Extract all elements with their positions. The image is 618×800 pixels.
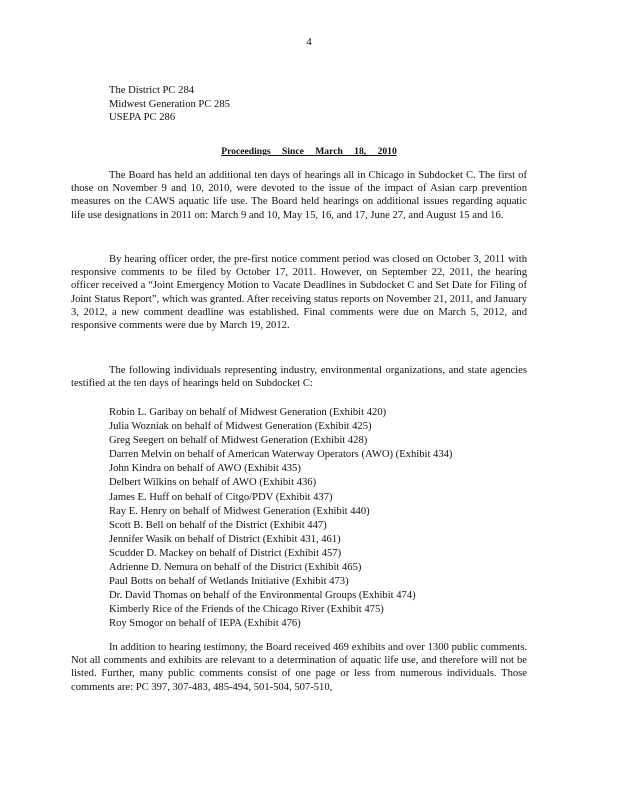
paragraph-comment-period [71, 253, 527, 332]
list-item: Roy Smogor on behalf of IEPA (Exhibit 476) [109, 618, 301, 630]
list-item: Delbert Wilkins on behalf of AWO (Exhibit 436) [109, 477, 317, 489]
list-item: Scudder D. Mackey on behalf of District (Exhibit 457) [109, 547, 342, 559]
paragraph-hearings [71, 169, 527, 222]
list-item: Ray E. Henry on behalf of Midwest Generation (Exhibit 440) [109, 505, 370, 517]
public-comment-line: Midwest Generation PC 285 [109, 98, 230, 110]
section-heading: Proceedings Since March 18, 2010 [221, 146, 397, 157]
paragraph-text: By hearing officer order, the pre-first notice comment period was closed on October 3, 2011 with responsive comments to be filed by October 17, 2011. However, on September 22, 2011, the hearing officer received a “Joint Emergency Motion to Vacate Deadlines in Subdocket C and Set Date for Filing of Joint Status Report”, which was granted. After receiving status reports on November 21, 2011, and January 3, 2012, a new comment deadline was established. Final comments were due on March 5, 2012, and responsive comments were due by March 19, 2012. [71, 254, 527, 332]
list-item: Kimberly Rice of the Friends of the Chicago River (Exhibit 475) [109, 604, 384, 616]
list-item: Greg Seegert on behalf of Midwest Generation (Exhibit 428) [109, 435, 368, 447]
paragraph-exhibits [71, 641, 527, 694]
list-item: Jennifer Wasik on behalf of District (Exhibit 431, 461) [109, 533, 341, 545]
list-item: John Kindra on behalf of AWO (Exhibit 435) [109, 463, 301, 475]
paragraph-text: The Board has held an additional ten days of hearings all in Chicago in Subdocket C. The first of those on November 9 and 10, 2010, were devoted to the issue of the impact of Asian carp prevention measures on the CAWS aquatic life use. The Board held hearings on additional issues regarding aquatic life use designations in 2011 on: March 9 and 10, May 15, 16, and 17, June 27, and August 15 and 16. [71, 170, 527, 221]
list-item: Dr. David Thomas on behalf of the Environmental Groups (Exhibit 474) [109, 590, 416, 602]
paragraph-testifiers-intro [71, 364, 527, 390]
list-item: James E. Huff on behalf of Citgo/PDV (Exhibit 437) [109, 491, 333, 503]
public-comment-line: USEPA PC 286 [109, 112, 176, 123]
list-item: Scott B. Bell on behalf of the District (Exhibit 447) [109, 519, 327, 531]
page-number: 4 [306, 36, 312, 48]
list-item: Adrienne D. Nemura on behalf of the District (Exhibit 465) [109, 562, 362, 574]
testifier-list [109, 406, 452, 632]
list-item: Julia Wozniak on behalf of Midwest Generation (Exhibit 425) [109, 421, 372, 433]
paragraph-text: The following individuals representing industry, environmental organizations, and state agencies testified at the ten days of hearings held on Subdocket C: [71, 365, 527, 390]
list-item: Robin L. Garibay on behalf of Midwest Generation (Exhibit 420) [109, 407, 387, 418]
public-comment-list [109, 84, 230, 125]
public-comment-line: The District PC 284 [109, 85, 195, 96]
list-item: Paul Botts on behalf of Wetlands Initiative (Exhibit 473) [109, 576, 349, 588]
paragraph-text: In addition to hearing testimony, the Board received 469 exhibits and over 1300 public comments. Not all comments and exhibits are relevant to a determination of aquatic life use, and therefore will not be listed. Further, many public comments consist of one page or less from numerous individuals. Those comments are: PC 397, 307-483, 485-494, 501-504, 507-510, [71, 642, 527, 693]
list-item: Darren Melvin on behalf of American Waterway Operators (AWO) (Exhibit 434) [109, 449, 453, 461]
